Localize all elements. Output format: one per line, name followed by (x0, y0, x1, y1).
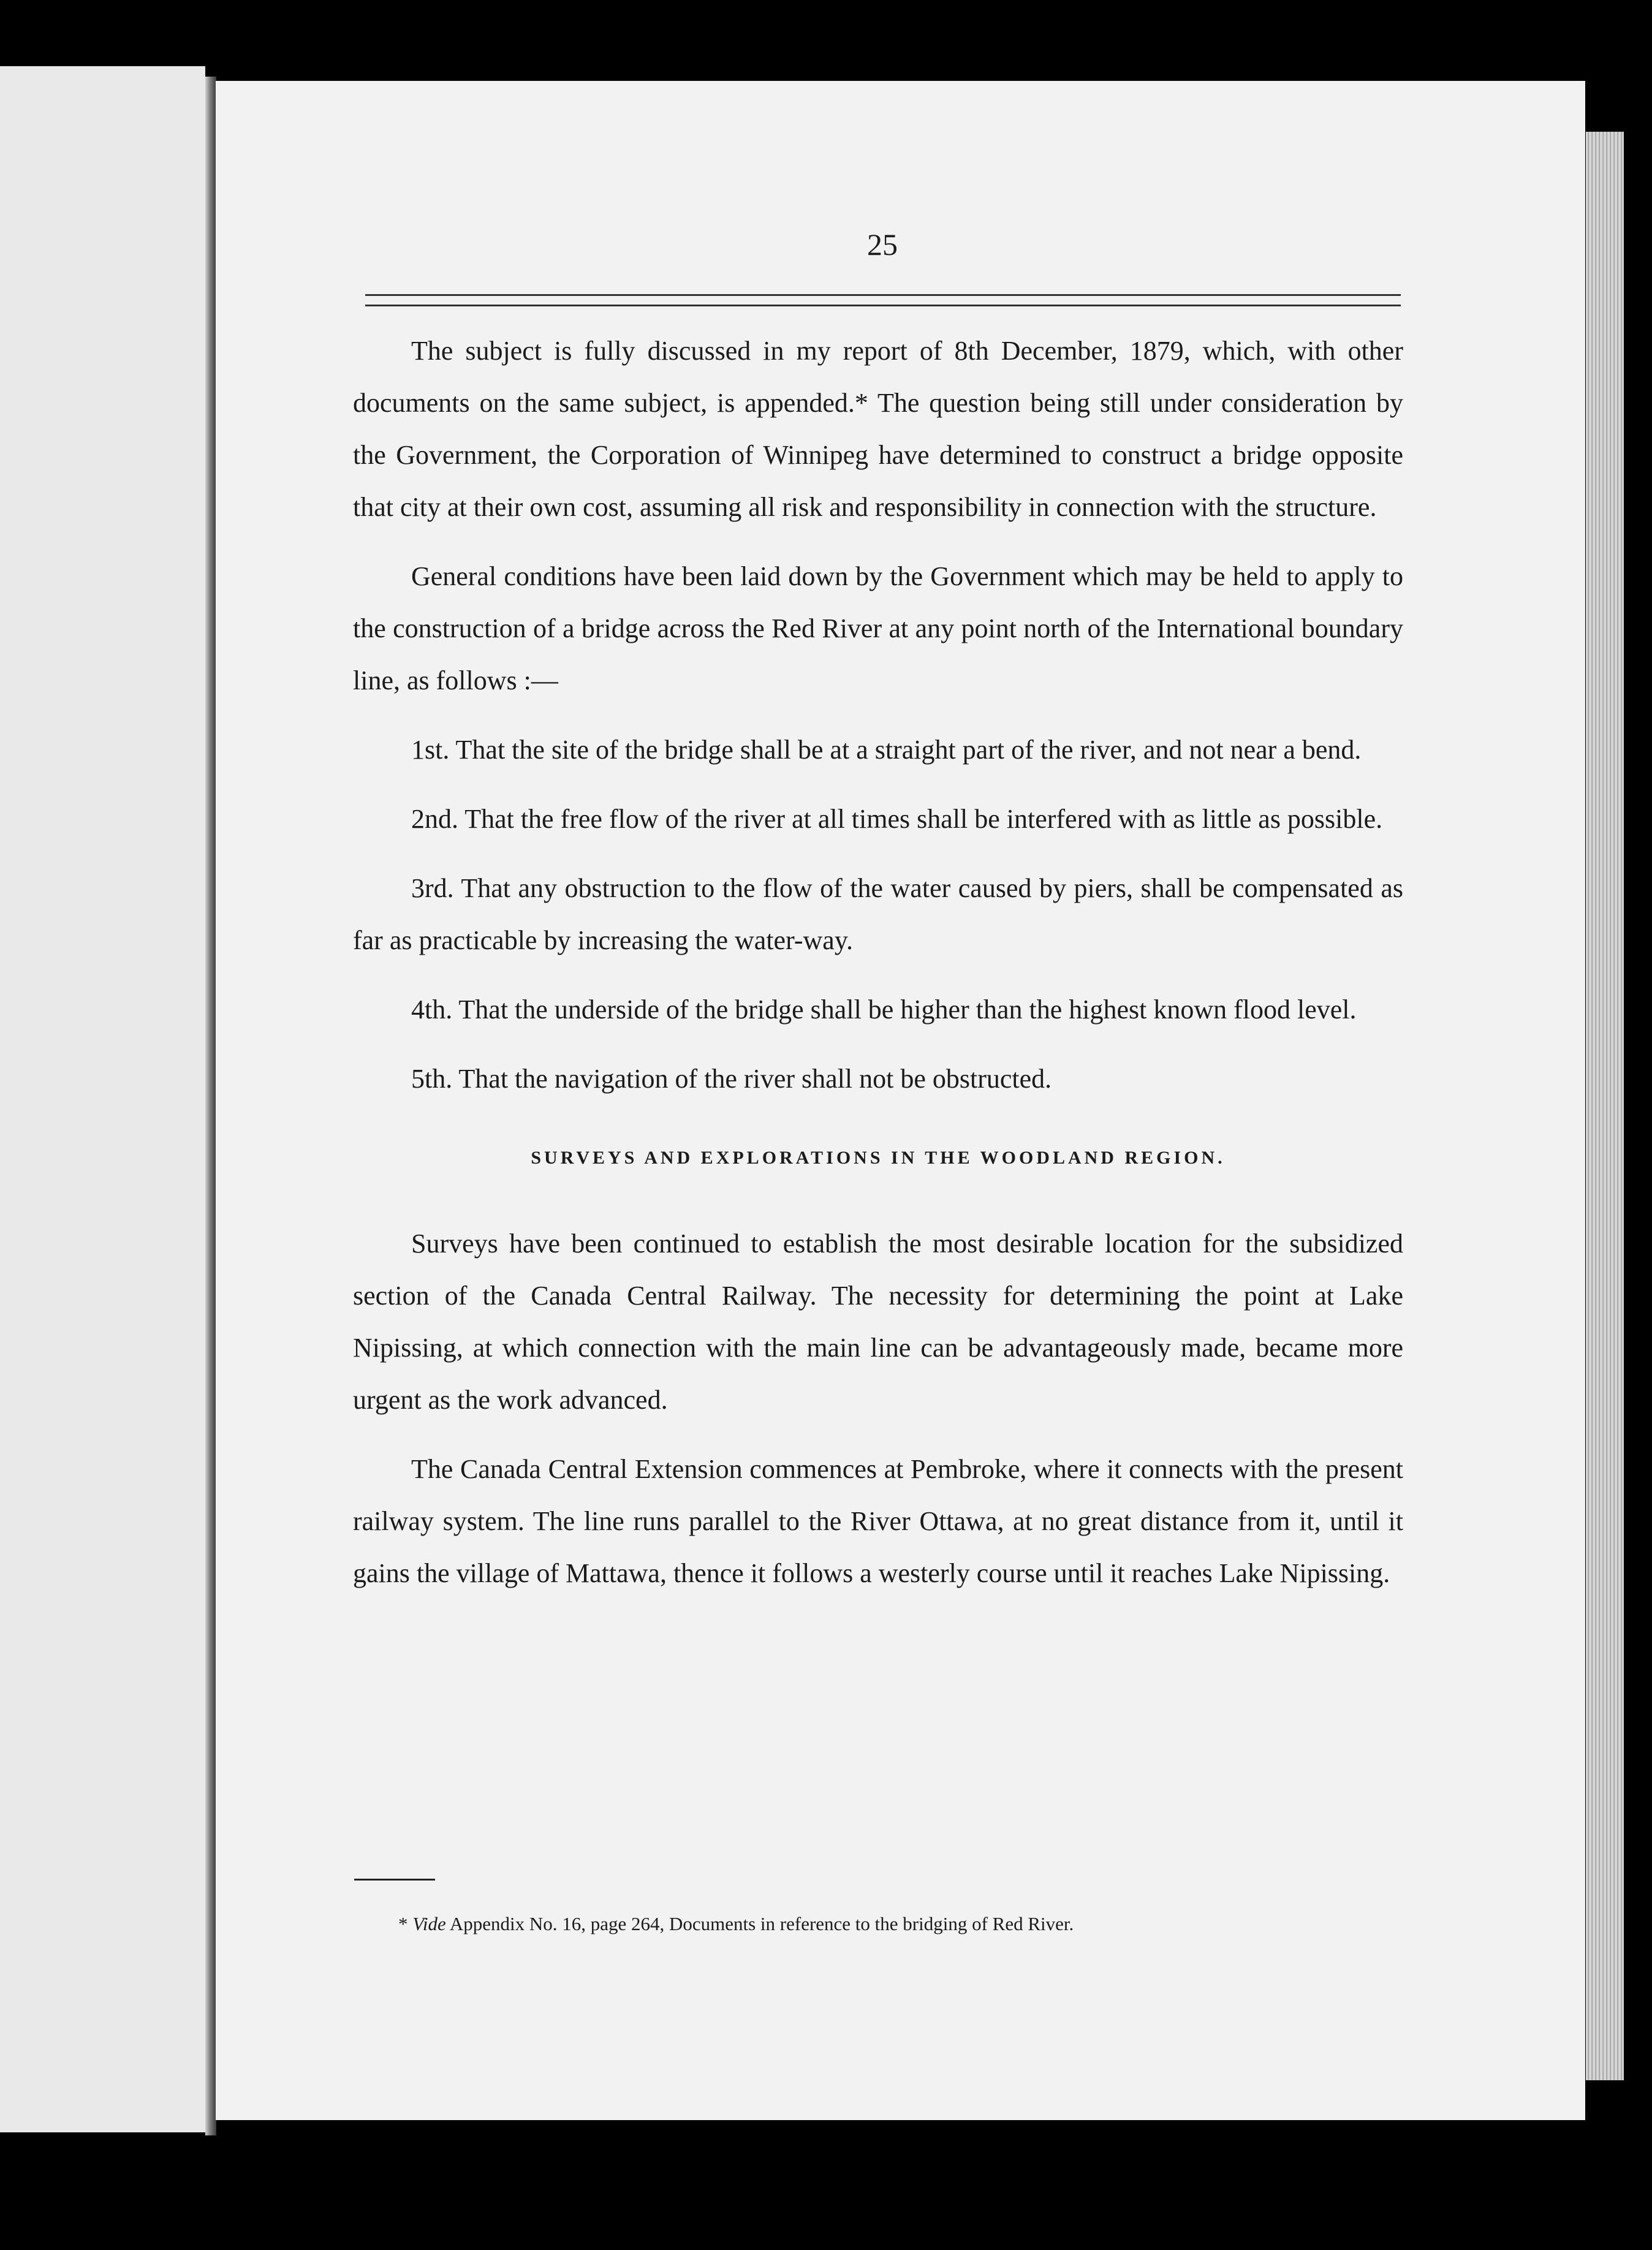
paragraph: The subject is fully discussed in my report of 8th December, 1879, which, with other documents on the same subject, is appended.* The question being still under consideration by the Government, the Corporation of Winnipeg have determined to construct a bridge opposite that city at their own cost, assuming all risk and responsibility in connection with the structure. (353, 336, 1403, 522)
footnote-marker: * (398, 1913, 408, 1934)
body-text (353, 325, 1403, 1616)
condition-item: 2nd. That the free flow of the river at all times shall be interfered with as little as possible. (411, 804, 1383, 834)
footnote-vide: Vide (412, 1913, 446, 1934)
paragraph: General conditions have been laid down by the Government which may be held to apply to the construction of a bridge across the Red River at any point north of the International boundary line, as follows :— (353, 561, 1403, 695)
footnote-rule (354, 1879, 435, 1881)
header-rule (365, 294, 1401, 306)
paragraph: The Canada Central Extension commences at Pembroke, where it connects with the present railway system. The line runs parallel to the River Ottawa, at no great distance from it, until it gains the village of Mattawa, thence it follows a westerly course until it reaches Lake Nipissing. (353, 1454, 1403, 1588)
condition-item: 1st. That the site of the bridge shall be at a straight part of the river, and not near a bend. (411, 735, 1362, 765)
paragraph: Surveys have been continued to establish the most desirable location for the subsidized section of the Canada Central Railway. The necessity for determining the point at Lake Nipissing, at which connection with the main line can be advantageously made, became more urgent as the work advanced. (353, 1229, 1403, 1415)
left-facing-page (0, 66, 205, 2132)
condition-item: 3rd. That any obstruction to the flow of the water caused by piers, shall be compensated as far as practicable by increasing the water-way. (353, 873, 1403, 955)
footnote-text: Appendix No. 16, page 264, Documents in reference to the bridging of Red River. (449, 1913, 1074, 1934)
page-number: 25 (867, 227, 898, 262)
page-edges (1586, 132, 1624, 2080)
book-gutter (205, 77, 216, 2135)
footnote (398, 1911, 1409, 1938)
condition-item: 5th. That the navigation of the river shall not be obstructed. (411, 1064, 1052, 1094)
section-heading: SURVEYS AND EXPLORATIONS IN THE WOODLAND REGION. (531, 1148, 1226, 1168)
condition-item: 4th. That the underside of the bridge shall be higher than the highest known flood level. (411, 994, 1357, 1025)
